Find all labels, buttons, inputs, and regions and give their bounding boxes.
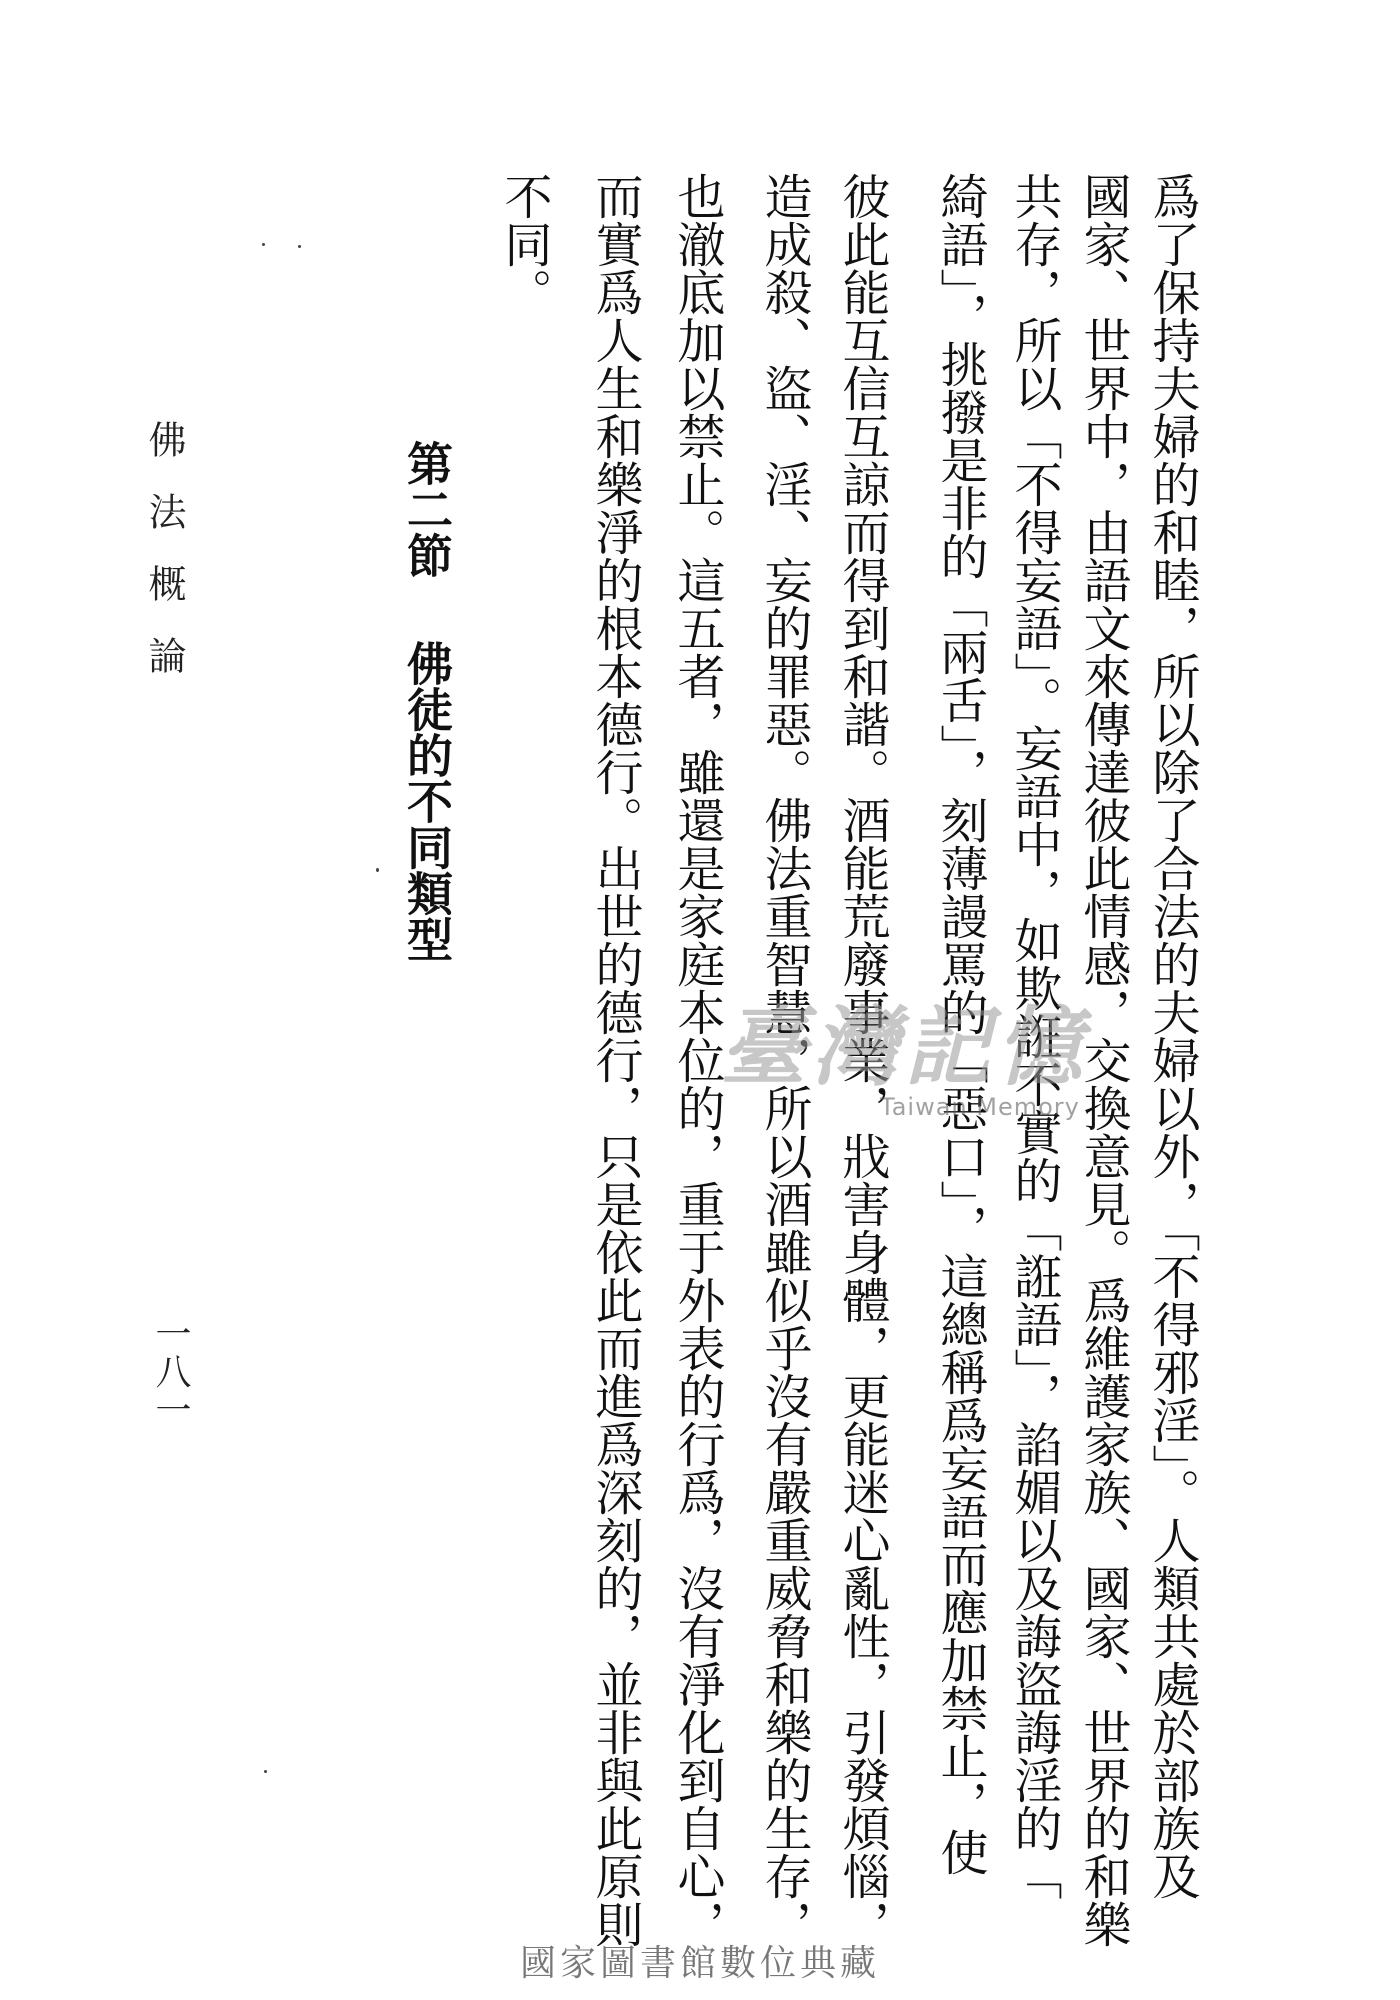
watermark-subtext: Taiwan Memory — [880, 1093, 1080, 1121]
page-number: 一八一 — [150, 1315, 191, 1429]
text-column-9: 不同。 — [496, 172, 552, 316]
text-column-6: 造成殺、盜、淫、妄的罪惡。佛法重智慧，所以酒雖似乎沒有嚴重威脅和樂的生存， — [756, 172, 812, 1948]
scan-speck — [376, 868, 379, 872]
section-title: 佛徒的不同類型 — [400, 640, 454, 962]
section-number: 第二節 — [400, 440, 454, 578]
text-column-8: 而實爲人生和樂淨的根本德行。出世的德行，只是依此而進爲深刻的，並非與此原則 — [587, 172, 643, 1948]
text-column-5: 彼此能互信互諒而得到和諧。酒能荒廢事業，戕害身體，更能迷心亂性，引發煩惱， — [834, 172, 890, 1948]
scan-speck — [264, 1770, 267, 1773]
watermark-text: 臺灣記憶 — [720, 997, 1088, 1098]
book-title: 佛法概論 — [142, 420, 186, 708]
text-column-2: 國家、世界中，由語文來傳達彼此情感，交換意見。爲維護家族、國家、世界的和樂 — [1075, 172, 1131, 1948]
scan-speck — [262, 243, 265, 246]
text-column-4: 綺語」，挑撥是非的「兩舌」，刻薄謾罵的「惡口」，這總稱爲妄語而應加禁止，使 — [932, 172, 988, 1876]
text-column-1: 爲了保持夫婦的和睦，所以除了合法的夫婦以外，「不得邪淫」。人類共處於部族及 — [1144, 172, 1200, 1900]
scan-speck — [298, 245, 301, 248]
text-column-3: 共存，所以「不得妄語」。妄語中，如欺誑不實的「誑語」，諂媚以及誨盜誨淫的「 — [1006, 172, 1062, 1900]
text-column-7: 也澈底加以禁止。這五者，雖還是家庭本位的，重于外表的行爲，沒有淨化到自心， — [669, 172, 725, 1948]
footer-collection-label: 國家圖書館數位典藏 — [519, 1943, 880, 1984]
section-heading — [400, 440, 454, 962]
